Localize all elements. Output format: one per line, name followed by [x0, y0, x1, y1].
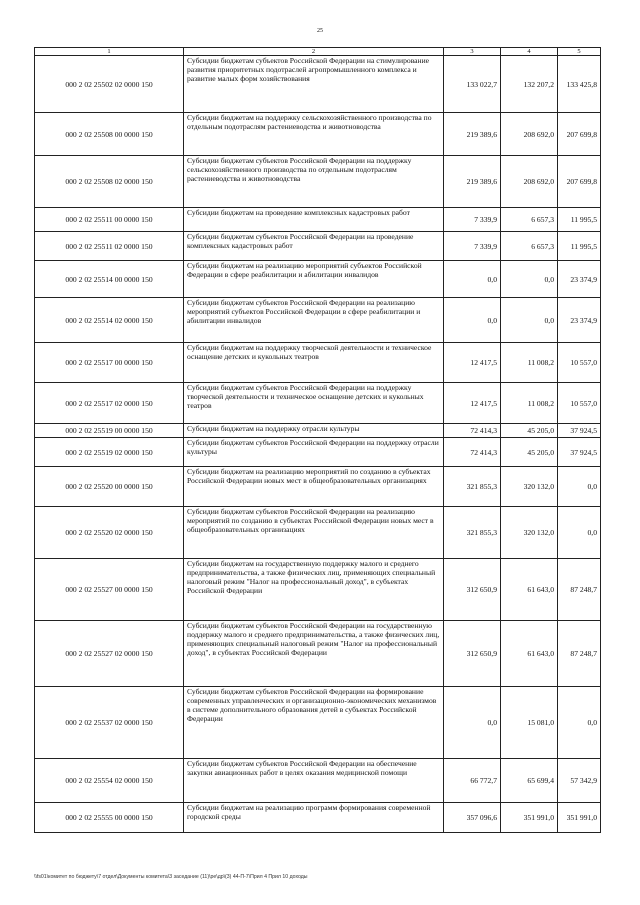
- budget-code: 000 2 02 25554 02 0000 150: [35, 759, 184, 803]
- budget-code: 000 2 02 25527 02 0000 150: [35, 621, 184, 687]
- table-row: [35, 113, 601, 156]
- value-col4: 15 081,0: [501, 687, 558, 759]
- value-col4: 6 657,3: [501, 208, 558, 232]
- value-col5: 57 342,9: [558, 759, 601, 803]
- value-col5: 23 374,9: [558, 261, 601, 298]
- value-col5: 0,0: [558, 507, 601, 559]
- value-col4: 61 643,0: [501, 621, 558, 687]
- budget-code: 000 2 02 25508 00 0000 150: [35, 113, 184, 156]
- budget-revenue-table: [34, 47, 601, 833]
- budget-code: 000 2 02 25519 00 0000 150: [35, 424, 184, 438]
- revenue-name: Субсидии бюджетам на государственную поддержку малого и среднего предпринимательства, а также физических лиц, применяющих специальный налоговый режим "Налог на профессиональный доход", в субъектах Российской Федерации: [184, 559, 444, 621]
- table-row: [35, 232, 601, 261]
- revenue-name: Субсидии бюджетам на поддержку творческой деятельности и техническое оснащение детских и кукольных театров: [184, 343, 444, 383]
- table-row: [35, 559, 601, 621]
- value-col5: 207 699,8: [558, 113, 601, 156]
- budget-code: 000 2 02 25502 02 0000 150: [35, 56, 184, 113]
- budget-code: 000 2 02 25519 02 0000 150: [35, 438, 184, 467]
- table-row: [35, 343, 601, 383]
- value-col5: 87 248,7: [558, 621, 601, 687]
- value-col4: 0,0: [501, 298, 558, 343]
- budget-code: 000 2 02 25508 02 0000 150: [35, 156, 184, 208]
- value-col4: 45 205,0: [501, 424, 558, 438]
- value-col3: 219 389,6: [444, 113, 501, 156]
- budget-code: 000 2 02 25520 00 0000 150: [35, 467, 184, 507]
- value-col5: 207 699,8: [558, 156, 601, 208]
- value-col5: 10 557,0: [558, 383, 601, 424]
- revenue-name: Субсидии бюджетам субъектов Российской Федерации на обеспечение закупки авиационных работ в целях оказания медицинской помощи: [184, 759, 444, 803]
- table-row: [35, 298, 601, 343]
- revenue-name: Субсидии бюджетам на проведение комплексных кадастровых работ: [184, 208, 444, 232]
- value-col3: 133 022,7: [444, 56, 501, 113]
- table-row: [35, 759, 601, 803]
- value-col4: 11 008,2: [501, 383, 558, 424]
- value-col3: 0,0: [444, 261, 501, 298]
- value-col3: 66 772,7: [444, 759, 501, 803]
- value-col3: 321 855,3: [444, 467, 501, 507]
- budget-code: 000 2 02 25537 02 0000 150: [35, 687, 184, 759]
- value-col3: 219 389,6: [444, 156, 501, 208]
- page-number: 25: [317, 28, 323, 34]
- table-row: [35, 687, 601, 759]
- value-col4: 61 643,0: [501, 559, 558, 621]
- value-col4: 6 657,3: [501, 232, 558, 261]
- value-col3: 357 096,6: [444, 803, 501, 833]
- value-col4: 208 692,0: [501, 156, 558, 208]
- value-col4: 11 008,2: [501, 343, 558, 383]
- table-row: [35, 56, 601, 113]
- value-col5: 37 924,5: [558, 424, 601, 438]
- value-col3: 0,0: [444, 298, 501, 343]
- table-row: [35, 424, 601, 438]
- budget-code: 000 2 02 25511 02 0000 150: [35, 232, 184, 261]
- value-col5: 0,0: [558, 687, 601, 759]
- value-col5: 87 248,7: [558, 559, 601, 621]
- value-col4: 320 132,0: [501, 467, 558, 507]
- value-col5: 11 995,5: [558, 208, 601, 232]
- column-header-5: 5: [558, 48, 601, 56]
- revenue-name: Субсидии бюджетам на реализацию мероприятий субъектов Российской Федерации в сфере реабилитации и абилитации инвалидов: [184, 261, 444, 298]
- value-col3: 312 650,9: [444, 621, 501, 687]
- revenue-name: Субсидии бюджетам на реализацию мероприятий по созданию в субъектах Российской Федерации новых мест в общеобразовательных организациях: [184, 467, 444, 507]
- revenue-name: Субсидии бюджетам субъектов Российской Федерации на стимулирование развития приоритетных подотраслей агропромышленного комплекса и развитие малых форм хозяйствования: [184, 56, 444, 113]
- column-header-1: 1: [35, 48, 184, 56]
- value-col5: 0,0: [558, 467, 601, 507]
- revenue-name: Субсидии бюджетам на поддержку отрасли культуры: [184, 424, 444, 438]
- value-col4: 45 205,0: [501, 438, 558, 467]
- budget-code: 000 2 02 25527 00 0000 150: [35, 559, 184, 621]
- table-row: [35, 261, 601, 298]
- value-col3: 72 414,3: [444, 424, 501, 438]
- document-file-path: \\fs01\комитет по бюджету\7 отдел\Документы комитета\3 заседание (11)\ре\др\(3) 44-П-7\Прил 4 Прил 10 доходы: [34, 874, 308, 880]
- value-col3: 72 414,3: [444, 438, 501, 467]
- table-row: [35, 621, 601, 687]
- value-col4: 320 132,0: [501, 507, 558, 559]
- value-col5: 37 924,5: [558, 438, 601, 467]
- revenue-name: Субсидии бюджетам субъектов Российской Федерации на поддержку сельскохозяйственного производства по отдельным подотраслям растениеводства и животноводства: [184, 156, 444, 208]
- value-col4: 65 699,4: [501, 759, 558, 803]
- table-row: [35, 156, 601, 208]
- table-row: [35, 467, 601, 507]
- table-row: [35, 803, 601, 833]
- value-col3: 312 650,9: [444, 559, 501, 621]
- value-col5: 351 991,0: [558, 803, 601, 833]
- budget-code: 000 2 02 25517 02 0000 150: [35, 383, 184, 424]
- budget-code: 000 2 02 25511 00 0000 150: [35, 208, 184, 232]
- value-col3: 0,0: [444, 687, 501, 759]
- table-row: [35, 208, 601, 232]
- column-header-2: 2: [184, 48, 444, 56]
- revenue-name: Субсидии бюджетам на реализацию программ формирования современной городской среды: [184, 803, 444, 833]
- revenue-name: Субсидии бюджетам субъектов Российской Федерации на реализацию мероприятий субъектов Российской Федерации в сфере реабилитации и абилитации инвалидов: [184, 298, 444, 343]
- value-col3: 7 339,9: [444, 208, 501, 232]
- revenue-name: Субсидии бюджетам субъектов Российской Федерации на поддержку отрасли культуры: [184, 438, 444, 467]
- revenue-name: Субсидии бюджетам субъектов Российской Федерации на поддержку творческой деятельности и техническое оснащение детских и кукольных театров: [184, 383, 444, 424]
- budget-code: 000 2 02 25514 00 0000 150: [35, 261, 184, 298]
- revenue-name: Субсидии бюджетам субъектов Российской Федерации на государственную поддержку малого и среднего предпринимательства, а также физических лиц, применяющих специальный налоговый режим "Налог на профессиональный доход", в субъектах Российской Федерации: [184, 621, 444, 687]
- budget-code: 000 2 02 25520 02 0000 150: [35, 507, 184, 559]
- value-col3: 321 855,3: [444, 507, 501, 559]
- value-col5: 10 557,0: [558, 343, 601, 383]
- value-col5: 133 425,8: [558, 56, 601, 113]
- table-header-row: [35, 48, 601, 56]
- revenue-name: Субсидии бюджетам субъектов Российской Федерации на проведение комплексных кадастровых работ: [184, 232, 444, 261]
- revenue-name: Субсидии бюджетам на поддержку сельскохозяйственного производства по отдельным подотраслям растениеводства и животноводства: [184, 113, 444, 156]
- table-row: [35, 383, 601, 424]
- value-col5: 11 995,5: [558, 232, 601, 261]
- revenue-name: Субсидии бюджетам субъектов Российской Федерации на формирование современных управленческих и организационно-экономических механизмов в системе дополнительного образования детей в субъектах Российской Федерации: [184, 687, 444, 759]
- value-col5: 23 374,9: [558, 298, 601, 343]
- value-col3: 12 417,5: [444, 383, 501, 424]
- column-header-4: 4: [501, 48, 558, 56]
- value-col4: 0,0: [501, 261, 558, 298]
- table-row: [35, 438, 601, 467]
- value-col4: 208 692,0: [501, 113, 558, 156]
- budget-code: 000 2 02 25517 00 0000 150: [35, 343, 184, 383]
- table-row: [35, 507, 601, 559]
- value-col3: 12 417,5: [444, 343, 501, 383]
- budget-code: 000 2 02 25514 02 0000 150: [35, 298, 184, 343]
- value-col3: 7 339,9: [444, 232, 501, 261]
- column-header-3: 3: [444, 48, 501, 56]
- value-col4: 351 991,0: [501, 803, 558, 833]
- budget-code: 000 2 02 25555 00 0000 150: [35, 803, 184, 833]
- value-col4: 132 207,2: [501, 56, 558, 113]
- revenue-name: Субсидии бюджетам субъектов Российской Федерации на реализацию мероприятий по созданию в субъектах Российской Федерации новых мест в общеобразовательных организациях: [184, 507, 444, 559]
